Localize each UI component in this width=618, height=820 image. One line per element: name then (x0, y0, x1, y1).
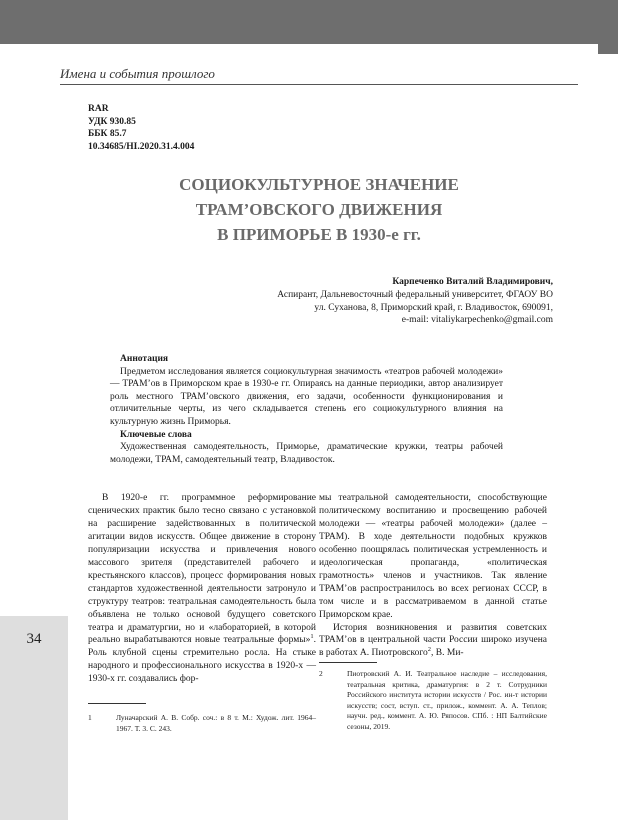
footnote-divider (319, 662, 377, 663)
abstract-text: Предметом исследования является социокультурная значимость «театров рабочей молодежи» — ТРАМ’ов в Приморском крае в 1930-е гг. Опираясь на данные периодики, автор анализирует роль местного ТРАМ’овского движения, его задачи, особенности функционирования и отличительные черты, из чего складывается степень его социокультурного влияния на культурную жизнь Приморья. (110, 366, 503, 427)
section-title: Имена и события прошлого (60, 66, 215, 81)
body-column-right (319, 492, 547, 660)
footnote-number: 1 (88, 713, 92, 722)
footnote-number: 2 (319, 669, 323, 678)
keywords-text: Художественная самодеятельность, Приморье, драматические кружки, театры рабочей молодежи, ТРАМ, самодеятельный театр, Владивосток. (110, 442, 503, 465)
paragraph-text: В 1920-е гг. программное реформирование сценических практик было тесно связано с установкой на расширение задействованных в политической агитации видов искусств. Общее движение в сторону популяризации искусства и привлечения нового массового зрителя (представителей рабочего и крестьянского классов), процесс формирования новых стандартов художественной деятельности затронуло и структуру театров: театральная самодеятельность была объявлена не только основой будущего советского театра и драматургии, но и «лабораторией, в которой реально вырабатываются новые театральные формы» (88, 493, 316, 646)
keywords-heading: Ключевые слова (120, 429, 192, 440)
page-number: 34 (26, 631, 42, 647)
footnote-ref: 2 (427, 646, 432, 654)
author-affiliation: Аспирант, Дальневосточный федеральный университет, ФГАОУ ВО (277, 289, 553, 300)
footnote-text: Луначарский А. В. Собр. соч.: в 8 т. М.: Худож. лит. 1964–1967. Т. 3. С. 243. (116, 713, 316, 733)
article-meta (88, 103, 194, 153)
footnote-1 (88, 713, 316, 734)
body-paragraph (88, 492, 316, 686)
body-column-left (88, 492, 316, 686)
title-line-2: ТРАМ’ОВСКОГО ДВИЖЕНИЯ (195, 200, 443, 219)
body-paragraph (319, 622, 547, 661)
paragraph-text: , В. Ми- (431, 648, 464, 659)
top-banner-tab (598, 44, 618, 54)
title-line-3: В ПРИМОРЬЕ В 1930-е гг. (217, 225, 421, 244)
footnote-ref: 1 (310, 633, 314, 641)
paragraph-text: История возникновения и развития советских ТРАМ’ов в центральной части России широко изучена в работах А. Пиотровского (319, 622, 547, 659)
doi-code: 10.34685/HI.2020.31.4.004 (88, 141, 195, 152)
title-line-1: СОЦИОКУЛЬТУРНОЕ ЗНАЧЕНИЕ (179, 175, 459, 194)
author-block (150, 276, 553, 327)
footnote-text: Пиотровский А. И. Театральное наследие – исследования, театральная критика, драматургия: в 2 т. Сотрудники Российского института истории искусств / Рос. ин-т истории искусств; сост, вступ. ст., прилож., коммент. А. А. Теплов; научн. ред., коммент. А. Ю. Ряпосов. СПб. : НП Балтийские сезоны, 2019. (347, 669, 547, 731)
paragraph-text: . Роль клубной сцены стремительно росла. На стыке народного и профессионального искусства в 1920-х — 1930-х гг. создавались фор- (88, 635, 316, 685)
article-title (60, 172, 578, 247)
author-address: ул. Суханова, 8, Приморский край, г. Владивосток, 690091, (314, 302, 553, 313)
abstract-heading: Аннотация (120, 354, 169, 364)
author-name: Карпеченко Виталий Владимирович, (392, 277, 553, 287)
top-banner (0, 0, 618, 44)
abstract-block (110, 353, 503, 466)
bbk-code: ББК 85.7 (88, 129, 127, 140)
rar-code: RAR (88, 104, 109, 114)
udk-code: УДК 930.85 (88, 116, 136, 127)
footnote-divider (88, 703, 146, 704)
author-email: e-mail: vitaliykarpechenko@gmail.com (401, 315, 553, 326)
body-paragraph: мы театральной самодеятельности, способствующие политическому воспитанию и просвещению рабочей молодежи — «театры рабочей молодежи» (далее – ТРАМ). В ходе деятельности подобных кружков особенно поощрялась политическая устремленность и идеологическая пропаганда, «политическая грамотность» членов и участников. Так явление ТРАМ’ов распространилось во всех регионах СССР, в том числе и в рассматриваемом в данной статье Приморском крае. (319, 493, 547, 620)
section-divider (60, 84, 578, 85)
footnote-2 (319, 669, 547, 733)
